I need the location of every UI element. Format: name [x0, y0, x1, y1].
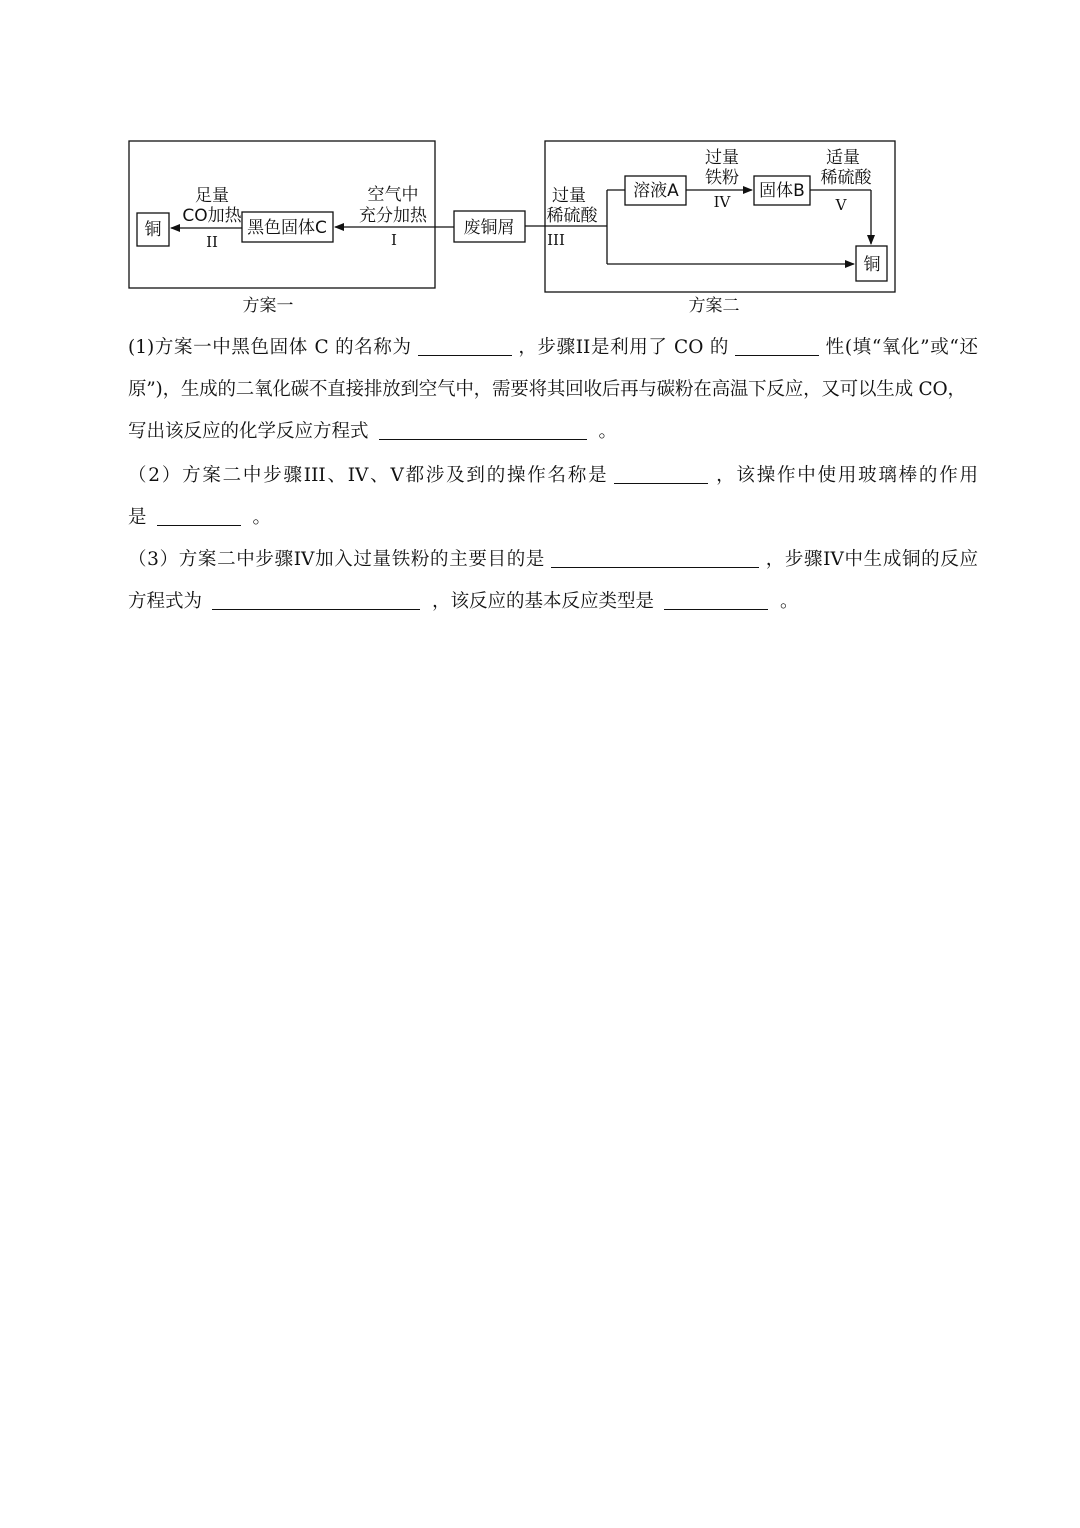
- plan2-caption: 方案二: [688, 296, 740, 316]
- q3-blank-iron-purpose[interactable]: [551, 545, 759, 568]
- q3-text-part4: ，该反应的基本反应类型是: [432, 591, 655, 612]
- q3-text-part1: （3）方案二中步骤IV加入过量铁粉的主要目的是: [128, 549, 546, 570]
- step3-label-line2: 稀硫酸: [546, 206, 598, 226]
- q2-text-part3: 是: [128, 507, 147, 528]
- plan1-caption: 方案一: [242, 296, 294, 316]
- step3-number: III: [547, 231, 565, 249]
- step2-label-line2: CO加热: [182, 206, 242, 226]
- q1-blank-equation[interactable]: [379, 417, 587, 440]
- q1-text-part2: ，步骤II是利用了 CO 的: [517, 337, 730, 358]
- q1-line1: [128, 327, 978, 369]
- q3-line2: [128, 581, 978, 623]
- plan2-copper-label: 铜: [863, 255, 881, 275]
- q1-text-part5: 写出该反应的化学反应方程式: [128, 421, 369, 442]
- question-2: [128, 455, 978, 539]
- q1-line3: [128, 411, 978, 453]
- step3-label-line1: 过量: [552, 186, 586, 206]
- q2-line2: [128, 497, 978, 539]
- q3-blank-equation[interactable]: [212, 587, 420, 610]
- q2-line1: [128, 455, 978, 497]
- q2-text-part4: 。: [252, 507, 272, 528]
- q1-blank-co-property[interactable]: [735, 333, 819, 356]
- step5-label-line2: 稀硫酸: [820, 168, 872, 188]
- q3-blank-reaction-type[interactable]: [664, 587, 768, 610]
- q2-text-part1: （2）方案二中步骤III、IV、V都涉及到的操作名称是: [128, 465, 609, 486]
- step4-label-line2: 铁粉: [705, 168, 739, 188]
- question-3: [128, 539, 978, 623]
- flowchart-svg: [0, 0, 1080, 330]
- q3-text-part3: 方程式为: [128, 591, 203, 612]
- black-solid-label: 黑色固体C: [247, 218, 327, 238]
- step1-label-line1: 空气中: [367, 185, 419, 205]
- solid-b-label: 固体B: [759, 181, 805, 201]
- step5-number: V: [835, 196, 847, 214]
- step5-label-line1: 适量: [826, 148, 860, 168]
- flowchart-diagram: [0, 0, 1080, 330]
- q3-text-part5: 。: [780, 591, 799, 612]
- waste-copper-label: 废铜屑: [463, 218, 515, 238]
- q3-line1: [128, 539, 978, 581]
- step2-label-line1: 足量: [195, 186, 229, 206]
- solution-a-label: 溶液A: [633, 181, 679, 201]
- q3-text-part2: ，步骤IV中生成铜的反应: [765, 549, 978, 570]
- q2-blank-glass-rod-function[interactable]: [157, 503, 241, 526]
- question-1: [128, 327, 978, 453]
- step2-number: II: [206, 233, 218, 251]
- q1-line2: [128, 369, 978, 411]
- q1-text-part6: 。: [598, 421, 618, 442]
- q2-blank-operation-name[interactable]: [614, 461, 708, 484]
- q2-text-part2: ，该操作中使用玻璃棒的作用: [714, 465, 978, 486]
- step1-label-line2: 充分加热: [359, 206, 427, 226]
- step4-label-line1: 过量: [705, 148, 739, 168]
- q1-text-part3: 性(填“氧化”或“还: [825, 337, 979, 358]
- step4-number: IV: [713, 193, 731, 211]
- step1-number: I: [391, 231, 397, 249]
- q1-text-part1: (1)方案一中黑色固体 C 的名称为: [128, 337, 412, 358]
- q1-blank-black-solid-name[interactable]: [418, 333, 512, 356]
- plan1-copper-label: 铜: [144, 220, 162, 240]
- q1-text-part4: 原”)，生成的二氧化碳不直接排放到空气中，需要将其回收后再与碳粉在高温下反应，又可以生成 CO，: [128, 379, 966, 400]
